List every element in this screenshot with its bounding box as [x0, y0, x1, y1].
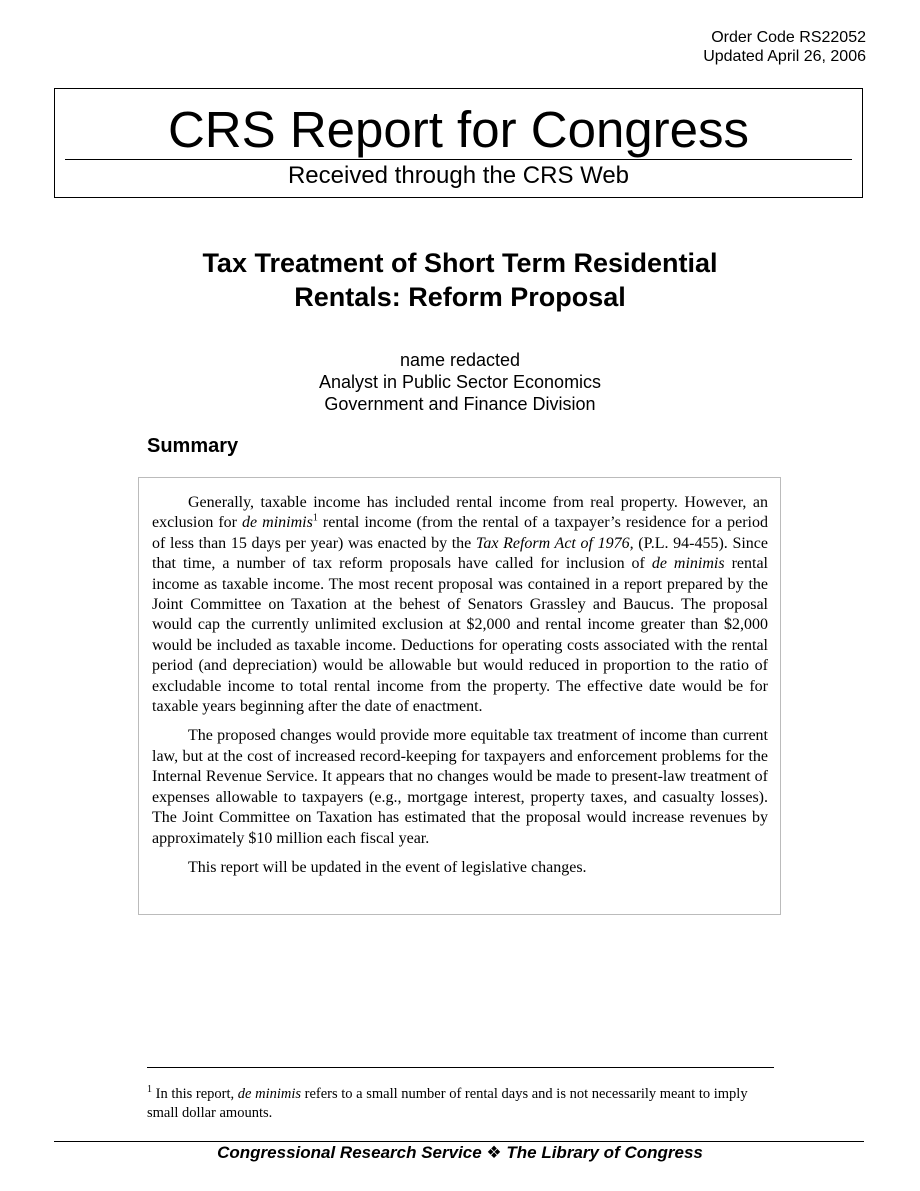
- footnote-divider: [147, 1067, 774, 1068]
- summary-p1-text-c: rental income (from the rental of a taxpayer’s residence for a period of less than 15 days per year) was enacted by the: [152, 514, 768, 552]
- author-block: [0, 349, 920, 415]
- summary-p1-text-a: Generally, taxable income has included rental income from real property. However, an exclusion for: [152, 494, 768, 532]
- order-code-block: [703, 28, 866, 66]
- summary-paragraph-2: The proposed changes would provide more equitable tax treatment of income than current law, but at the cost of increased record-keeping for taxpayers and enforcement problems for the Internal Revenue Service. It appears that no changes would be made to present-law treatment of expenses allowable to taxpayers (e.g., mortgage interest, property taxes, and casualty losses). The Joint Committee on Taxation has estimated that the proposal would increase revenues by approximately $10 million each fiscal year.: [152, 727, 768, 847]
- summary-p1-text-e: (P.L. 94-455). Since that time, a number of tax reform proposals have called for inclusion of: [152, 534, 768, 573]
- summary-paragraph-1: [152, 493, 768, 717]
- page-footer: Congressional Research Service ❖ The Library of Congress: [217, 1143, 703, 1162]
- summary-p1-text-g: rental income as taxable income. The most recent proposal was contained in a report prepared by the Joint Committee on Taxation at the behest of Senators Grassley and Baucus. The proposal would cap the currently unlimited exclusion at $2,000 and rental income greater than $2,000 would be included as taxable income. Deductions for operating costs associated with the rental period (and depreciation) would be allowable but would reduced in proportion to the ratio of excludable income to total rental income from the property. The effective date would be for taxable years beginning after the date of enactment.: [152, 555, 769, 716]
- author-division: Government and Finance Division: [324, 394, 596, 414]
- summary-box: [138, 477, 781, 915]
- footnote-de-minimis: de minimis: [237, 1086, 302, 1102]
- masthead-divider: [65, 159, 852, 160]
- updated-date: Updated April 26, 2006: [703, 48, 866, 65]
- report-title-line-1: Tax Treatment of Short Term Residential: [202, 248, 718, 278]
- report-title: [0, 246, 920, 314]
- author-position: Analyst in Public Sector Economics: [318, 372, 602, 392]
- masthead-title: CRS Report for Congress: [167, 101, 750, 158]
- footnote-text-c: refers to a small number of rental days and is not necessarily meant to imply small dollar amounts.: [147, 1086, 748, 1121]
- report-title-line-2: Rentals: Reform Proposal: [294, 282, 626, 312]
- footnote-reference: 1: [312, 513, 318, 525]
- summary-p1-de-minimis-2: de minimis: [651, 555, 725, 573]
- summary-paragraph-3: This report will be updated in the event of legislative changes.: [188, 858, 587, 876]
- order-code: Order Code RS22052: [711, 29, 866, 46]
- author-name: name redacted: [399, 350, 521, 370]
- masthead-box: [54, 88, 863, 198]
- summary-p1-act-name: Tax Reform Act of 1976,: [475, 534, 634, 552]
- summary-heading: Summary: [147, 435, 239, 457]
- footnote: [147, 1085, 774, 1123]
- summary-p1-de-minimis: de minimis: [242, 514, 313, 532]
- footnote-marker: 1: [147, 1084, 152, 1096]
- footnote-text-a: In this report,: [152, 1086, 238, 1102]
- masthead-subtitle: Received through the CRS Web: [287, 162, 630, 189]
